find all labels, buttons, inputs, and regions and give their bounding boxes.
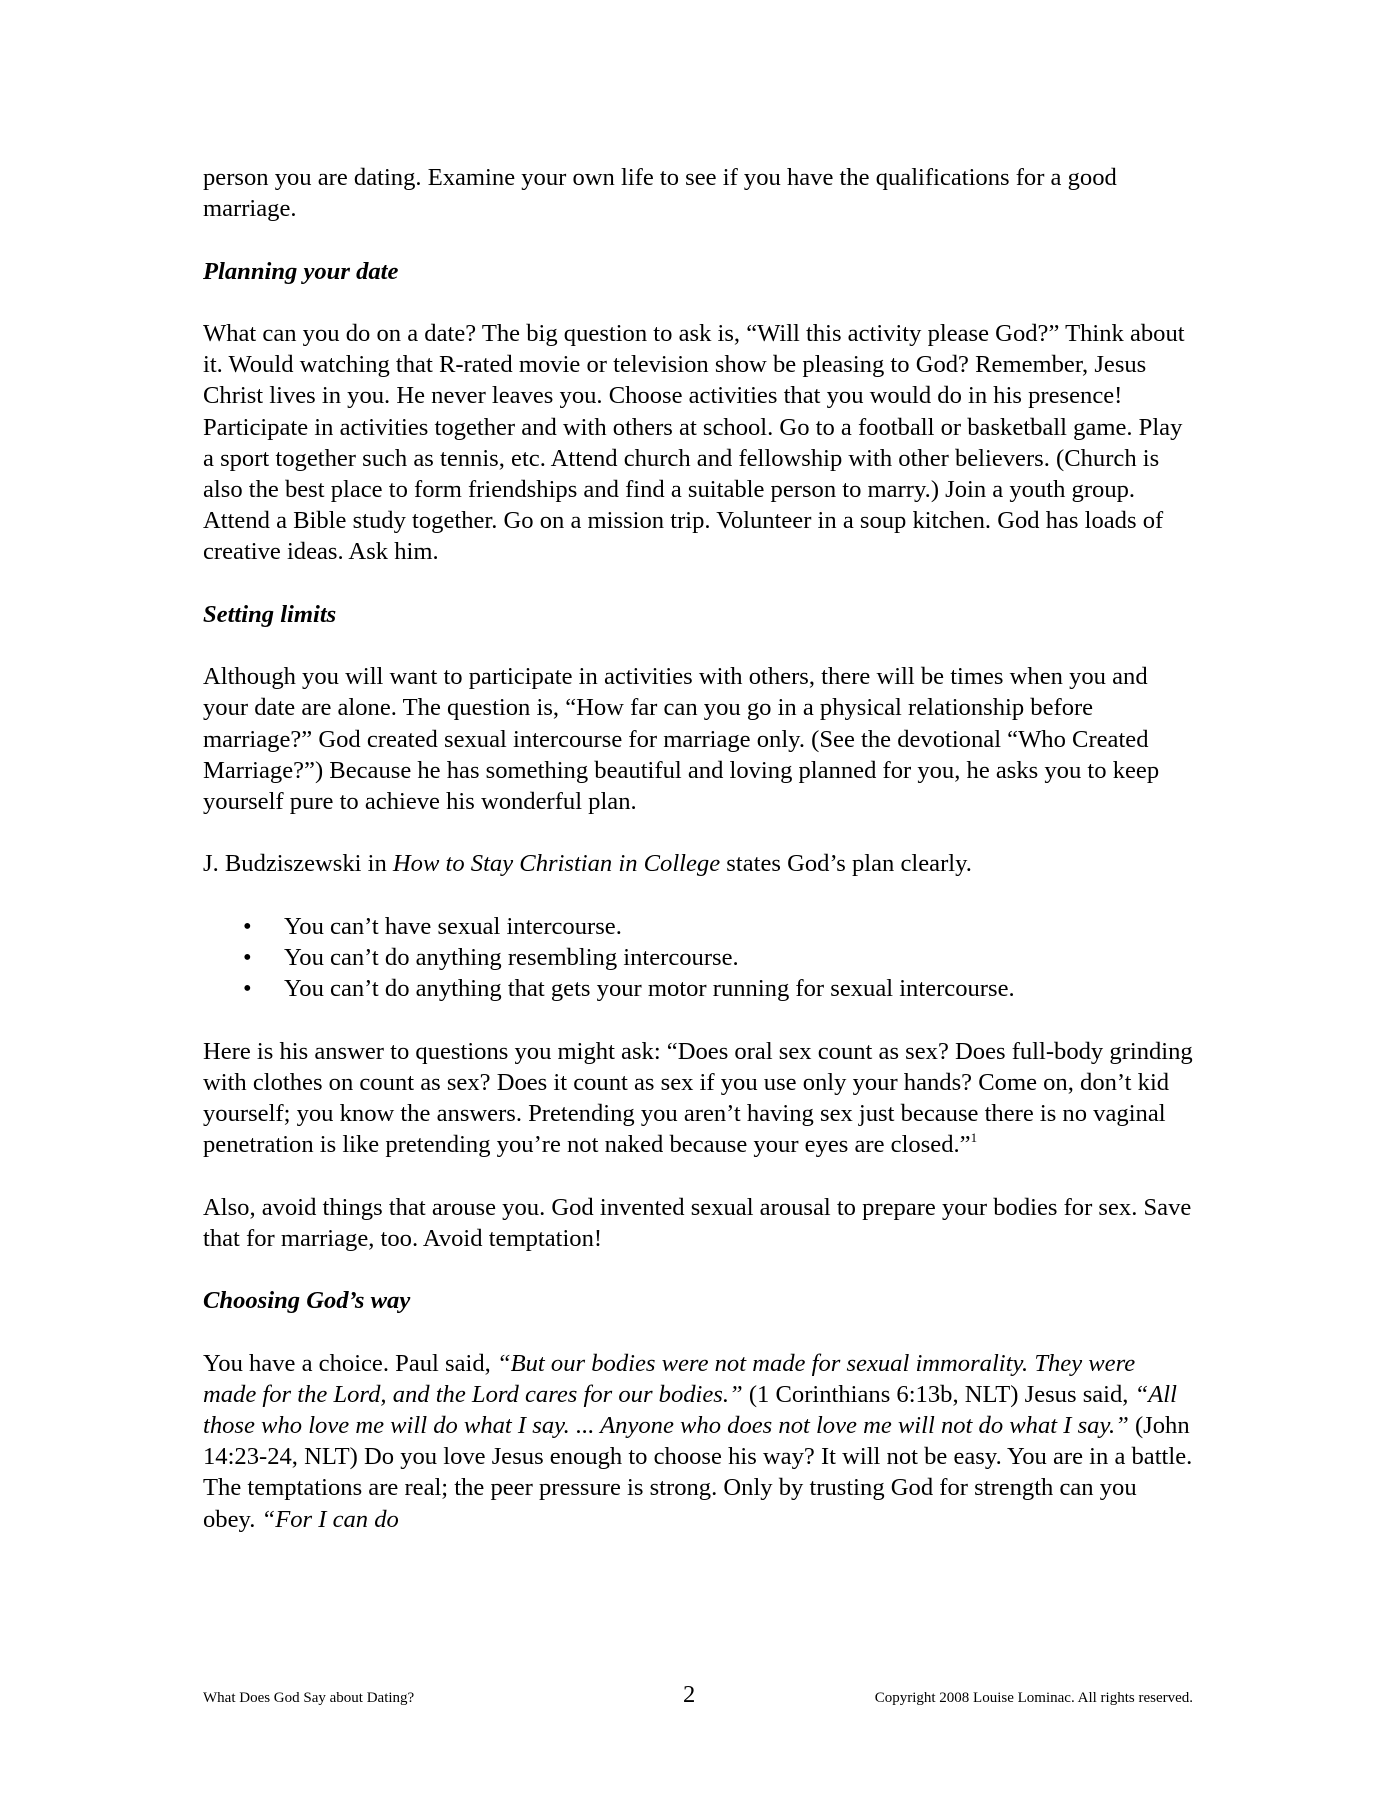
answer-text: Here is his answer to questions you might ask: “Does oral sex count as sex? Does full-body grinding with clothes on count as sex? Does it count as sex if you use only your hands? Come on, don’t kid yourself; you know the answers. Pretending you aren’t having sex just because there is no vaginal penetration is like pretending you’re not naked because your eyes are closed.” bbox=[203, 1037, 1193, 1159]
bullet-icon: • bbox=[243, 975, 252, 1003]
arousal-paragraph: Also, avoid things that arouse you. God invented sexual arousal to prepare your bodies for sex. Save that for marriage, too. Avoid temptation! bbox=[203, 1193, 1192, 1252]
list-item-text: You can’t have sexual intercourse. bbox=[284, 912, 622, 940]
choosing-text-1: You have a choice. Paul said, bbox=[203, 1349, 497, 1377]
list-item bbox=[203, 911, 1193, 942]
scripture-quote-1: “But our bodies were not made for sexual immorality. They were made for the Lord, and the Lord cares for our bodies.” bbox=[203, 1349, 1136, 1408]
list-item-text: You can’t do anything resembling intercourse. bbox=[284, 943, 739, 971]
limits-paragraph: Although you will want to participate in activities with others, there will be times when you and your date are alone. The question is, “How far can you go in a physical relationship before marriage?” God created sexual intercourse for marriage only. (See the devotional “Who Created Marriage?”) Because he has something beautiful and loving planned for you, he asks you to keep yourself pure to achieve his wonderful plan. bbox=[203, 663, 1160, 815]
list-item-text: You can’t do anything that gets your motor running for sexual intercourse. bbox=[284, 975, 1015, 1003]
list-item bbox=[203, 942, 1193, 973]
budziszewski-text-after: states God’s plan clearly. bbox=[720, 850, 972, 878]
heading-setting-limits: Setting limits bbox=[203, 600, 337, 628]
list-item bbox=[203, 973, 1193, 1004]
bullet-icon: • bbox=[243, 912, 252, 940]
choosing-text-2: (1 Corinthians 6:13b, NLT) Jesus said, bbox=[742, 1380, 1135, 1408]
budziszewski-text-before: J. Budziszewski in bbox=[203, 850, 393, 878]
bullet-icon: • bbox=[243, 943, 252, 971]
footer-copyright: Copyright 2008 Louise Lominac. All rights reserved. bbox=[874, 1690, 1193, 1706]
scripture-quote-3: “For I can do bbox=[261, 1505, 399, 1533]
rules-list bbox=[203, 911, 1193, 1005]
footnote-reference: 1 bbox=[970, 1130, 978, 1146]
intro-paragraph: person you are dating. Examine your own life to see if you have the qualifications for a good marriage. bbox=[203, 164, 1117, 223]
answer-paragraph bbox=[203, 1036, 1193, 1161]
budziszewski-paragraph bbox=[203, 848, 1193, 879]
choosing-text-3: (John 14:23-24, NLT) Do you love Jesus enough to choose his way? It will not be easy. You are in a battle. The temptations are real; the peer pressure is strong. Only by trusting God for strength can you obey. bbox=[203, 1411, 1193, 1533]
page-content bbox=[203, 162, 1193, 1566]
page-number: 2 bbox=[683, 1681, 696, 1708]
page-footer bbox=[203, 1681, 1193, 1714]
planning-paragraph: What can you do on a date? The big question to ask is, “Will this activity please God?” Think about it. Would watching that R-rated movie or television show be pleasing to God? Remember, Jesus Christ lives in you. He never leaves you. Choose activities that you would do in his presence! Participate in activities together and with others at school. Go to a football or basketball game. Play a sport together such as tennis, etc. Attend church and fellowship with other believers. (Church is also the best place to form friendships and find a suitable person to marry.) Join a youth group. Attend a Bible study together. Go on a mission trip. Volunteer in a soup kitchen. God has loads of creative ideas. Ask him. bbox=[203, 319, 1185, 566]
footer-title: What Does God Say about Dating? bbox=[203, 1690, 415, 1706]
choosing-paragraph bbox=[203, 1348, 1193, 1535]
heading-choosing-gods-way: Choosing God’s way bbox=[203, 1287, 411, 1315]
book-title: How to Stay Christian in College bbox=[392, 850, 721, 878]
scripture-quote-2: “All those who love me will do what I say. ... Anyone who does not love me will not do what I say.” bbox=[203, 1380, 1177, 1439]
heading-planning-your-date: Planning your date bbox=[203, 257, 399, 285]
